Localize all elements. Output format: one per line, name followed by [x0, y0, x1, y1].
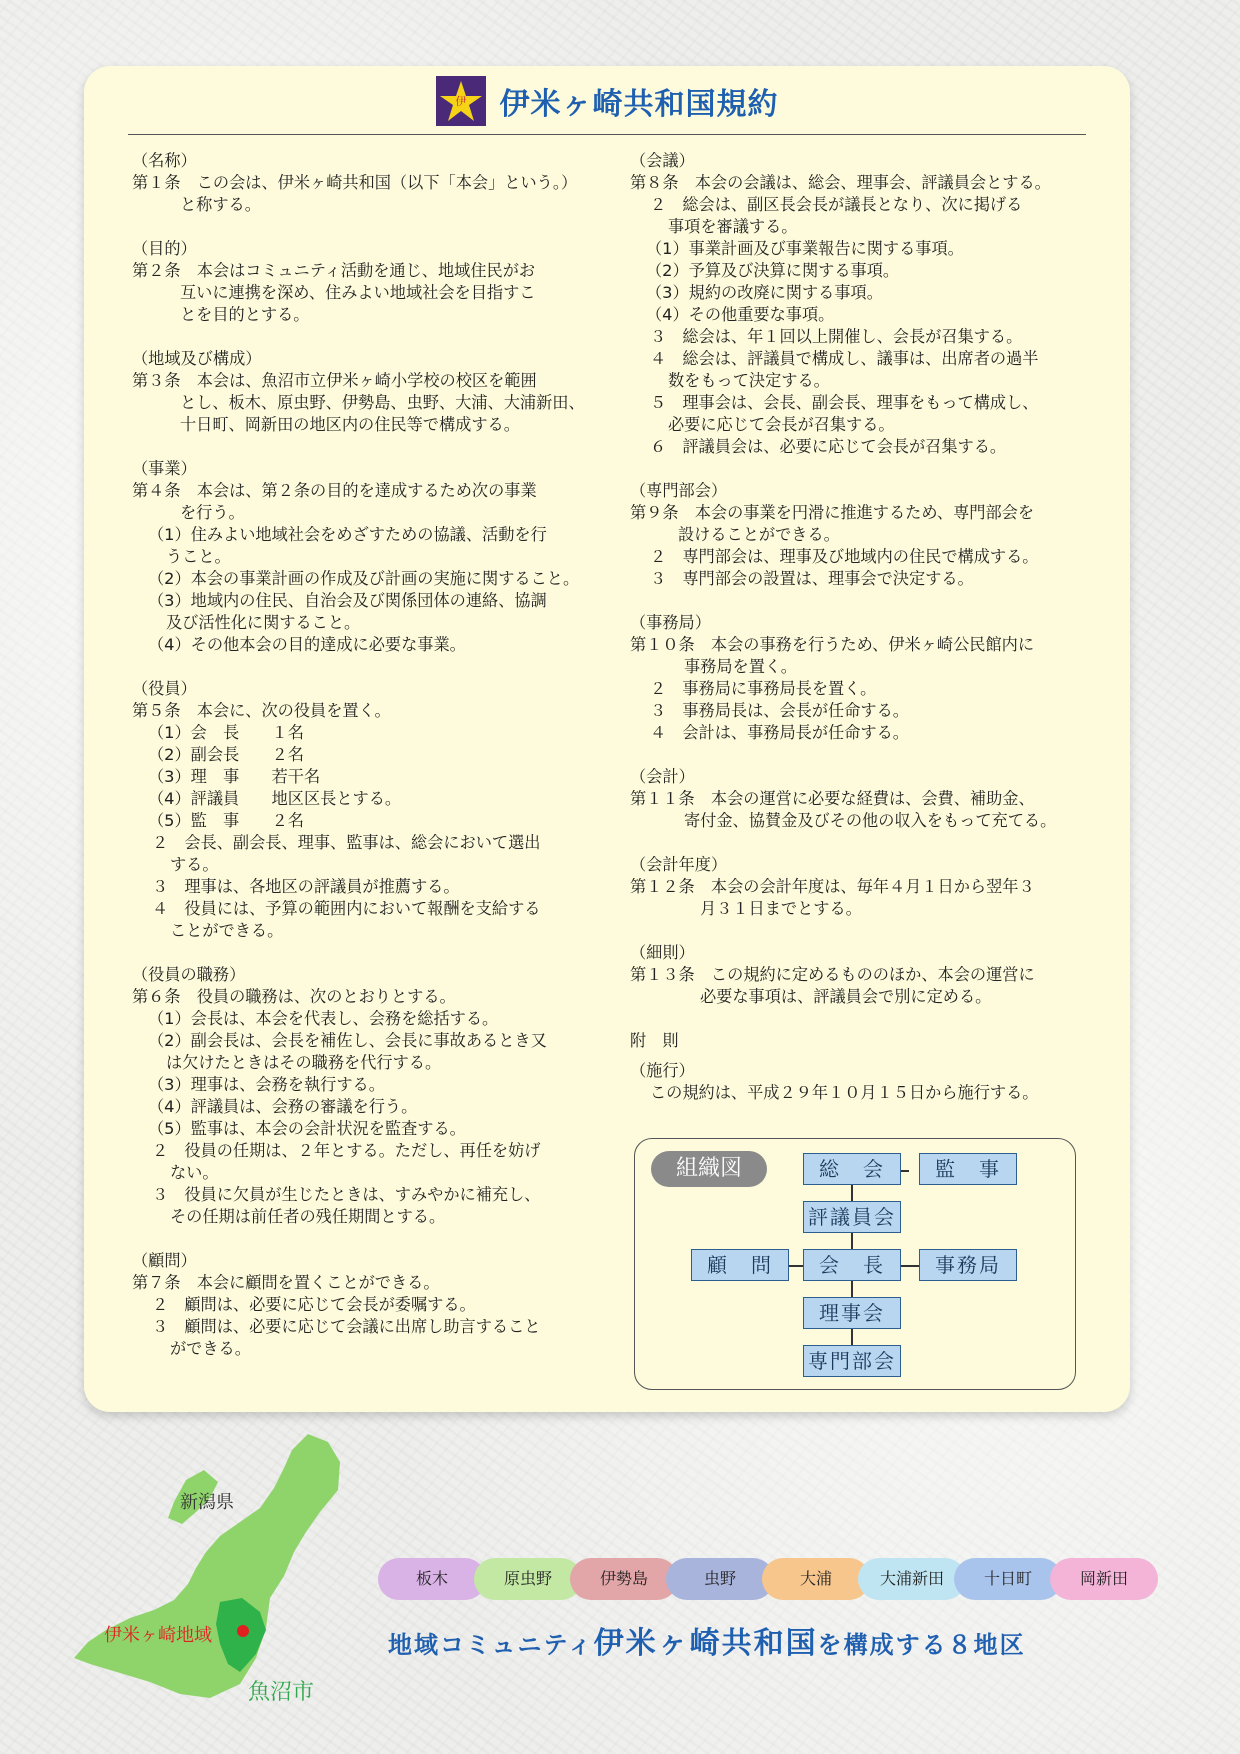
tagline-suffix: を構成する８地区 — [817, 1631, 1026, 1659]
article-heading: （専門部会） — [630, 481, 728, 500]
article-section — [630, 480, 1100, 590]
article-line: （1）会 長 １名 — [148, 723, 304, 742]
article-line: ３ 顧問は、必要に応じて会議に出席し助言すること — [152, 1317, 541, 1336]
article-line: 必要な事項は、評議員会で別に定める。 — [700, 987, 992, 1006]
article-line: （4）評議員は、会務の審議を行う。 — [148, 1097, 418, 1116]
article-heading: （役員） — [132, 679, 197, 698]
article-line: ５ 理事会は、会長、副会長、理事をもって構成し、 — [650, 393, 1039, 412]
article-line: 事項を審議する。 — [668, 217, 798, 236]
article-line: （1）事業計画及び事業報告に関する事項。 — [646, 239, 964, 258]
article-line: ３ 専門部会の設置は、理事会で決定する。 — [650, 569, 974, 588]
article-line: （4）評議員 地区区長とする。 — [148, 789, 402, 808]
article-line: （4）その他本会の目的達成に必要な事業。 — [148, 635, 466, 654]
article-line: （5）監 事 ２名 — [148, 811, 304, 830]
article-line: ことができる。 — [170, 921, 284, 940]
article-section — [630, 854, 1100, 920]
org-box-auditor: 監 事 — [919, 1153, 1017, 1185]
article-line: と称する。 — [180, 195, 261, 214]
article-line: ２ 専門部会は、理事及び地域内の住民で構成する。 — [650, 547, 1039, 566]
article-line: 十日町、岡新田の地区内の住民等で構成する。 — [180, 415, 520, 434]
article-line: 設けることができる。 — [678, 525, 840, 544]
article-heading: （会計） — [630, 767, 695, 786]
article-line: うこと。 — [166, 547, 231, 566]
article-line: とを目的とする。 — [180, 305, 310, 324]
tagline-name: 伊米ヶ崎共和国 — [593, 1626, 818, 1661]
niigata-map — [70, 1432, 370, 1702]
article-heading: （会計年度） — [630, 855, 728, 874]
article-heading: （事業） — [132, 459, 197, 478]
article-line: （3）理事は、会務を執行する。 — [148, 1075, 385, 1094]
article-line: 第１０条 本会の事務を行うため、伊米ヶ崎公民館内に — [630, 635, 1035, 654]
article-line: ４ 会計は、事務局長が任命する。 — [650, 723, 909, 742]
article-line: 寄付金、協賛金及びその他の収入をもって充てる。 — [684, 811, 1057, 830]
article-line: 事務局を置く。 — [684, 657, 797, 676]
district-pill: 岡新田 — [1050, 1558, 1158, 1600]
article-line: ４ 総会は、評議員で構成し、議事は、出席者の過半 — [650, 349, 1039, 368]
article-line: とし、板木、原虫野、伊勢島、虫野、大浦、大浦新田、 — [180, 393, 585, 412]
article-line: ２ 会長、副会長、理事、監事は、総会において選出 — [152, 833, 541, 852]
article-line: 第６条 役員の職務は、次のとおりとする。 — [132, 987, 456, 1006]
district-pill: 十日町 — [954, 1558, 1062, 1600]
article-line: 第３条 本会は、魚沼市立伊米ヶ崎小学校の校区を範囲 — [132, 371, 537, 390]
article-line: ３ 事務局長は、会長が任命する。 — [650, 701, 909, 720]
org-box-advisor: 顧 問 — [691, 1249, 789, 1281]
article-heading: （顧問） — [132, 1251, 197, 1270]
district-pill: 伊勢島 — [570, 1558, 678, 1600]
org-chart-label: 組織図 — [651, 1151, 767, 1187]
title-divider — [128, 134, 1086, 135]
articles-right-column — [630, 150, 1100, 1126]
article-line: 必要に応じて会長が召集する。 — [668, 415, 895, 434]
article-section — [132, 1250, 602, 1360]
article-line: ３ 理事は、各地区の評議員が推薦する。 — [152, 877, 460, 896]
emblem-logo-icon — [436, 76, 486, 126]
org-box-general-meeting: 総 会 — [803, 1153, 901, 1185]
article-line: （3）地域内の住民、自治会及び関係団体の連絡、協調 — [148, 591, 547, 610]
article-line: 第２条 本会はコミュニティ活動を通じ、地域住民がお — [132, 261, 536, 280]
article-section — [630, 612, 1100, 744]
location-marker-icon — [237, 1625, 249, 1637]
org-chart — [634, 1138, 1076, 1390]
article-line: 月３１日までとする。 — [700, 899, 862, 918]
article-line: （5）監事は、本会の会計状況を監査する。 — [148, 1119, 466, 1138]
supplement-heading: 附 則 — [630, 1031, 679, 1050]
article-line: （1）住みよい地域社会をめざすための協議、活動を行 — [148, 525, 547, 544]
title-row — [84, 76, 1130, 128]
page-title: 伊米ヶ崎共和国規約 — [499, 87, 779, 122]
article-line: （3）理 事 若干名 — [148, 767, 321, 786]
article-line: を行う。 — [180, 503, 245, 522]
articles-left-column — [132, 150, 602, 1382]
article-line: 第８条 本会の会議は、総会、理事会、評議員会とする。 — [630, 173, 1051, 192]
right-articles — [630, 150, 1100, 1008]
article-heading: （役員の職務） — [132, 965, 246, 984]
article-line: 第１条 この会は、伊米ヶ崎共和国（以下「本会」という。） — [132, 173, 578, 192]
article-line: ２ 総会は、副区長会長が議長となり、次に掲げる — [650, 195, 1023, 214]
article-line: ６ 評議員会は、必要に応じて会長が召集する。 — [650, 437, 1007, 456]
article-line: ２ 役員の任期は、２年とする。ただし、再任を妨げ — [152, 1141, 541, 1160]
article-line: （2）予算及び決算に関する事項。 — [646, 261, 900, 280]
tagline-prefix: 地域コミュニティ — [388, 1631, 594, 1659]
article-line: は欠けたときはその職務を代行する。 — [166, 1053, 442, 1072]
supplementary-provisions — [630, 1030, 1100, 1104]
article-line: 及び活性化に関すること。 — [166, 613, 361, 632]
article-section — [132, 964, 602, 1228]
article-line: ２ 顧問は、必要に応じて会長が委嘱する。 — [152, 1295, 476, 1314]
article-line: 第７条 本会に顧問を置くことができる。 — [132, 1273, 440, 1292]
article-line: ２ 事務局に事務局長を置く。 — [650, 679, 877, 698]
article-section — [630, 942, 1100, 1008]
article-heading: （会議） — [630, 151, 695, 170]
svg-text:伊: 伊 — [455, 95, 466, 108]
article-line: 第９条 本会の事業を円滑に推進するため、専門部会を — [630, 503, 1035, 522]
article-heading: （地域及び構成） — [132, 349, 262, 368]
org-box-committee: 専門部会 — [803, 1345, 901, 1377]
article-line: （2）本会の事業計画の作成及び計画の実施に関すること。 — [148, 569, 580, 588]
niigata-prefecture-shape — [74, 1434, 340, 1698]
article-line: 第１２条 本会の会計年度は、毎年４月１日から翌年３ — [630, 877, 1035, 896]
article-line: する。 — [170, 855, 219, 874]
map-label-prefecture: 新潟県 — [180, 1492, 234, 1513]
org-box-chairman: 会 長 — [803, 1249, 901, 1281]
district-pill: 板木 — [378, 1558, 486, 1600]
article-line: （2）副会長 ２名 — [148, 745, 304, 764]
article-section — [132, 678, 602, 942]
tagline — [388, 1618, 1026, 1662]
article-heading: （細則） — [630, 943, 695, 962]
article-line: 第１１条 本会の運営に必要な経費は、会費、補助金、 — [630, 789, 1035, 808]
article-line: 第５条 本会に、次の役員を置く。 — [132, 701, 391, 720]
article-line: 互いに連携を深め、住みよい地域社会を目指すこ — [180, 283, 536, 302]
article-section — [132, 150, 602, 216]
article-line: ３ 総会は、年１回以上開催し、会長が召集する。 — [650, 327, 1023, 346]
article-section — [132, 348, 602, 436]
article-heading: （目的） — [132, 239, 197, 258]
article-heading: （事務局） — [630, 613, 711, 632]
bylaws-card — [84, 66, 1130, 1412]
supplement-subheading: （施行） — [630, 1061, 695, 1080]
article-section — [630, 766, 1100, 832]
district-pill: 大浦 — [762, 1558, 870, 1600]
article-line: （1）会長は、本会を代表し、会務を総括する。 — [148, 1009, 499, 1028]
article-section — [132, 458, 602, 656]
article-section — [630, 150, 1100, 458]
org-box-board: 理事会 — [803, 1297, 901, 1329]
org-box-councillors: 評議員会 — [803, 1201, 901, 1233]
article-line: その任期は前任者の残任期間とする。 — [170, 1207, 446, 1226]
article-line: ４ 役員には、予算の範囲内において報酬を支給する — [152, 899, 541, 918]
district-pill: 原虫野 — [474, 1558, 582, 1600]
district-pill: 虫野 — [666, 1558, 774, 1600]
article-line: 数をもって決定する。 — [668, 371, 830, 390]
org-box-secretariat: 事務局 — [919, 1249, 1017, 1281]
map-label-city: 魚沼市 — [248, 1680, 315, 1705]
article-line: ３ 役員に欠員が生じたときは、すみやかに補充し、 — [152, 1185, 541, 1204]
district-pill: 大浦新田 — [858, 1558, 966, 1600]
article-line: 第１３条 この規約に定めるもののほか、本会の運営に — [630, 965, 1035, 984]
article-line: （2）副会長は、会長を補佐し、会長に事故あるとき又 — [148, 1031, 547, 1050]
article-heading: （名称） — [132, 151, 197, 170]
article-line: ができる。 — [170, 1339, 251, 1358]
supplement-text: この規約は、平成２９年１０月１５日から施行する。 — [650, 1083, 1039, 1102]
article-line: ない。 — [170, 1163, 219, 1182]
article-line: 第４条 本会は、第２条の目的を達成するため次の事業 — [132, 481, 537, 500]
article-section — [132, 238, 602, 326]
article-line: （3）規約の改廃に関する事項。 — [646, 283, 883, 302]
article-line: （4）その他重要な事項。 — [646, 305, 835, 324]
map-label-region: 伊米ヶ崎地域 — [104, 1625, 212, 1646]
